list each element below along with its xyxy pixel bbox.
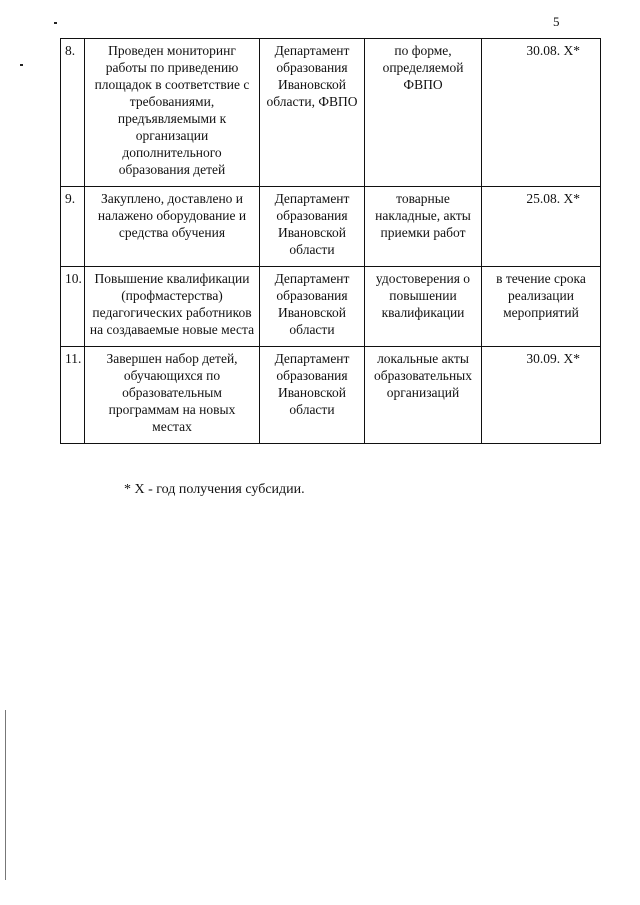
row-number: 10. bbox=[61, 267, 85, 347]
margin-mark bbox=[54, 22, 57, 24]
activity-table bbox=[60, 38, 601, 444]
responsible-cell: Департамент образования Ивановской области bbox=[260, 187, 365, 267]
document-cell: удостоверения о повышении квалификации bbox=[365, 267, 482, 347]
scan-edge-line bbox=[5, 710, 6, 880]
document-cell: локальные акты образовательных организаций bbox=[365, 347, 482, 444]
responsible-cell: Департамент образования Ивановской области bbox=[260, 347, 365, 444]
event-cell: Проведен мониторинг работы по приведению площадок в соответствие с требованиями, предъявляемыми к организации дополнительного образования детей bbox=[85, 39, 260, 187]
deadline-cell: в течение срока реализации мероприятий bbox=[482, 267, 601, 347]
event-cell: Повышение квалификации (профмастерства) педагогических работников на создаваемые новые места bbox=[85, 267, 260, 347]
event-cell: Закуплено, доставлено и налажено оборудование и средства обучения bbox=[85, 187, 260, 267]
page-number: 5 bbox=[553, 14, 560, 29]
event-cell: Завершен набор детей, обучающихся по образовательным программам на новых местах bbox=[85, 347, 260, 444]
deadline-cell: 30.09. X* bbox=[482, 347, 601, 444]
document-cell: по форме, определяемой ФВПО bbox=[365, 39, 482, 187]
table-row bbox=[61, 347, 601, 444]
footnote: * X - год получения субсидии. bbox=[124, 482, 305, 497]
margin-mark bbox=[20, 64, 23, 66]
row-number: 8. bbox=[61, 39, 85, 187]
document-cell: товарные накладные, акты приемки работ bbox=[365, 187, 482, 267]
responsible-cell: Департамент образования Ивановской области bbox=[260, 267, 365, 347]
row-number: 11. bbox=[61, 347, 85, 444]
table-row bbox=[61, 187, 601, 267]
responsible-cell: Департамент образования Ивановской области, ФВПО bbox=[260, 39, 365, 187]
table-row bbox=[61, 267, 601, 347]
deadline-cell: 25.08. X* bbox=[482, 187, 601, 267]
deadline-cell: 30.08. X* bbox=[482, 39, 601, 187]
table-row bbox=[61, 39, 601, 187]
row-number: 9. bbox=[61, 187, 85, 267]
